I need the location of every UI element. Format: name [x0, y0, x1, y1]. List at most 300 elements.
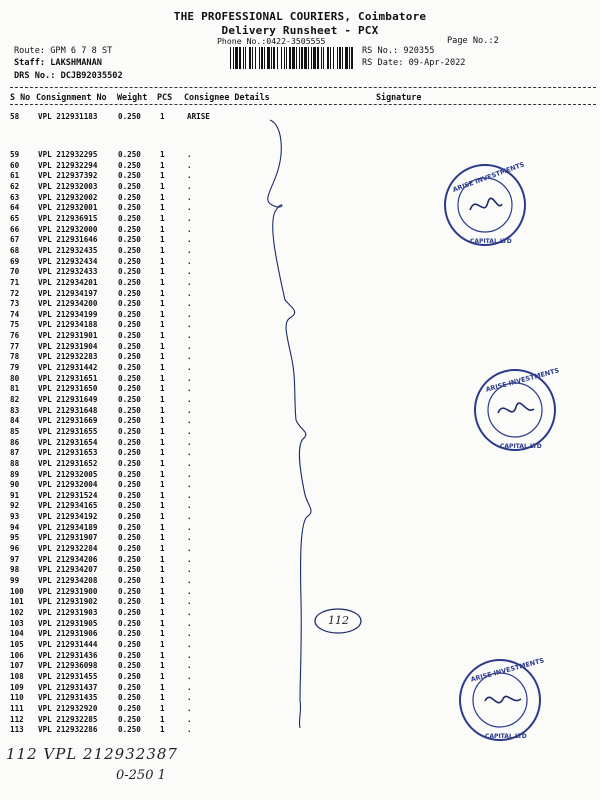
row-sno: 98 [10, 565, 20, 575]
row-weight: 0.250 [118, 192, 141, 202]
row-consignee: . [187, 256, 192, 266]
row-consignee: . [187, 725, 192, 735]
row-weight: 0.250 [118, 608, 141, 617]
row-consignment: VPL 212931906 [38, 629, 98, 639]
row-weight: 0.250 [118, 395, 141, 404]
row-consignee: . [187, 373, 192, 383]
row-consignment: VPL 212932000 [38, 224, 98, 234]
row-weight: 0.250 [118, 682, 141, 692]
row-weight: 0.250 [118, 352, 141, 362]
row-weight: 0.250 [118, 150, 141, 159]
row-pcs: 1 [160, 363, 165, 372]
row-sno: 102 [10, 608, 24, 617]
row-consignment: VPL 212934199 [38, 309, 98, 319]
row-consignee: . [187, 501, 192, 511]
row-weight: 0.250 [118, 703, 141, 713]
row-consignee: . [187, 437, 192, 447]
row-pcs: 1 [160, 192, 165, 202]
row-consignment: VPL 212934200 [38, 299, 98, 309]
row-consignee: . [187, 309, 192, 319]
row-consignee: . [187, 224, 192, 234]
row-sno: 66 [10, 224, 20, 234]
row-consignee: . [187, 426, 192, 436]
row-consignment: VPL 212932285 [38, 714, 98, 724]
row-sno: 89 [10, 469, 20, 479]
row-sno: 105 [10, 639, 24, 649]
row-sno: 80 [10, 373, 20, 383]
row-pcs: 1 [160, 426, 165, 436]
row-weight: 0.250 [118, 650, 141, 660]
row-sno: 109 [10, 682, 24, 692]
row-sno: 65 [10, 213, 20, 223]
row-consignee: . [187, 299, 192, 309]
row-sno: 79 [10, 363, 20, 372]
row-consignee: . [187, 586, 192, 596]
row-consignee: . [187, 384, 192, 394]
row-sno: 95 [10, 533, 20, 543]
rs-number: RS No.: 920355 [362, 46, 435, 56]
row-consignee: . [187, 458, 192, 468]
row-pcs: 1 [160, 703, 165, 713]
row-sno: 77 [10, 341, 20, 351]
row-sno: 76 [10, 331, 20, 341]
row-sno: 87 [10, 448, 20, 458]
row-consignee: . [187, 522, 192, 532]
row-sno: 91 [10, 490, 20, 500]
row-pcs: 1 [160, 586, 165, 596]
row-consignee: . [187, 267, 192, 277]
row-weight: 0.250 [118, 533, 141, 543]
row-weight: 0.250 [118, 597, 141, 607]
row-weight: 0.250 [118, 576, 141, 585]
row-weight: 0.250 [118, 267, 141, 277]
row-weight: 0.250 [118, 384, 141, 394]
row-pcs: 1 [160, 714, 165, 724]
row-consignment: VPL 212936915 [38, 213, 98, 223]
row-sno: 107 [10, 661, 24, 671]
company-stamp-1 [440, 160, 530, 250]
row-consignment: VPL 212932002 [38, 192, 98, 202]
row-consignee: . [187, 181, 192, 191]
row-pcs: 1 [160, 650, 165, 660]
row-weight: 0.250 [118, 426, 141, 436]
row-pcs: 1 [160, 554, 165, 564]
row-consignment: VPL 212931444 [38, 639, 98, 649]
footer-note-line2: 0-250 1 [116, 768, 166, 783]
row-weight: 0.250 [118, 586, 141, 596]
row-pcs: 1 [160, 501, 165, 511]
row-consignee: . [187, 150, 192, 159]
col-consignment: Consignment No [36, 92, 107, 102]
row-sno: 94 [10, 522, 20, 532]
row-sno: 68 [10, 245, 20, 255]
row-consignee: . [187, 235, 192, 245]
row-consignee: . [187, 448, 192, 458]
row-weight: 0.250 [118, 160, 141, 170]
row-pcs: 1 [160, 384, 165, 394]
row-pcs: 1 [160, 235, 165, 245]
row-consignee: . [187, 650, 192, 660]
row-sno: 100 [10, 586, 24, 596]
row-consignment: VPL 212934208 [38, 576, 98, 585]
col-consignee: Consignee Details [184, 92, 270, 102]
row-sno: 103 [10, 618, 24, 628]
row-sno: 75 [10, 320, 20, 330]
row-pcs: 1 [160, 277, 165, 287]
row-consignee: . [187, 512, 192, 522]
row-sno: 73 [10, 299, 20, 309]
row-consignee: . [187, 160, 192, 170]
row-sno: 113 [10, 725, 24, 735]
row-weight: 0.250 [118, 245, 141, 255]
row-pcs: 1 [160, 171, 165, 181]
row-consignee: . [187, 192, 192, 202]
row-consignee: . [187, 352, 192, 362]
phone-number: Phone No.:0422-3505555 [217, 36, 326, 46]
row-weight: 0.250 [118, 331, 141, 341]
row-pcs: 1 [160, 448, 165, 458]
footer-note-line1: 112 VPL 212932387 [6, 745, 178, 763]
row-sno: 108 [10, 671, 24, 681]
row-weight: 0.250 [118, 565, 141, 575]
row-consignment: VPL 212931654 [38, 437, 98, 447]
row-consignee: . [187, 629, 192, 639]
row-consignee: . [187, 320, 192, 330]
row-consignment: VPL 212934201 [38, 277, 98, 287]
row-sno: 112 [10, 714, 24, 724]
row-weight: 0.250 [118, 490, 141, 500]
row-consignment: VPL 212932435 [38, 245, 98, 255]
row-consignee: . [187, 693, 192, 703]
row-sno: 84 [10, 416, 20, 426]
row-pcs: 1 [160, 405, 165, 415]
row-pcs: 1 [160, 576, 165, 585]
row-weight: 0.250 [118, 299, 141, 309]
row-sno: 74 [10, 309, 20, 319]
row-weight: 0.250 [118, 544, 141, 553]
row-consignee: . [187, 703, 192, 713]
row-consignment: VPL 212932295 [38, 150, 98, 159]
row-consignee: . [187, 331, 192, 341]
row-sno: 78 [10, 352, 20, 362]
row-consignee: . [187, 671, 192, 681]
row-consignee: . [187, 245, 192, 255]
row-consignment: VPL 212931903 [38, 608, 98, 617]
row-consignment: VPL 212931904 [38, 341, 98, 351]
row-consignee: . [187, 490, 192, 500]
company-stamp-3 [455, 655, 545, 745]
row-consignee: . [187, 395, 192, 404]
row-weight: 0.250 [118, 629, 141, 639]
row-sno: 61 [10, 171, 20, 181]
row-pcs: 1 [160, 320, 165, 330]
row-consignee: . [187, 682, 192, 692]
row-consignment: VPL 212931524 [38, 490, 98, 500]
row-consignment: VPL 212931905 [38, 618, 98, 628]
route-label: Route: GPM 6 7 8 ST [14, 46, 113, 56]
row-weight: 0.250 [118, 661, 141, 671]
row-sno: 67 [10, 235, 20, 245]
row-sno: 81 [10, 384, 20, 394]
row-consignment: VPL 212931455 [38, 671, 98, 681]
row-pcs: 1 [160, 352, 165, 362]
row-pcs: 1 [160, 224, 165, 234]
row-consignee: . [187, 533, 192, 543]
row-consignee: . [187, 618, 192, 628]
row-consignment: VPL 212931655 [38, 426, 98, 436]
row-consignee: . [187, 213, 192, 223]
row-pcs: 1 [160, 693, 165, 703]
row-sno: 62 [10, 181, 20, 191]
row-pcs: 1 [160, 267, 165, 277]
row-consignment: VPL 212932004 [38, 480, 98, 490]
row-sno: 96 [10, 544, 20, 553]
row-pcs: 1 [160, 671, 165, 681]
row-weight: 0.250 [118, 341, 141, 351]
row-weight: 0.250 [118, 416, 141, 426]
row-pcs: 1 [160, 661, 165, 671]
row-consignment: VPL 212932005 [38, 469, 98, 479]
rs-date: RS Date: 09-Apr-2022 [362, 58, 466, 68]
row-consignee: . [187, 341, 192, 351]
company-stamp-2 [470, 365, 560, 455]
row-consignment: VPL 212934197 [38, 288, 98, 298]
row-weight: 0.250 [118, 363, 141, 372]
row-consignment: VPL 212932284 [38, 544, 98, 553]
row-consignee: . [187, 469, 192, 479]
row-consignment: VPL 212931442 [38, 363, 98, 372]
row-consignee: . [187, 363, 192, 372]
row-consignment: VPL 212931435 [38, 693, 98, 703]
row-consignee: . [187, 288, 192, 298]
row-pcs: 1 [160, 331, 165, 341]
row-sno: 64 [10, 203, 20, 213]
row-weight: 0.250 [118, 309, 141, 319]
row-consignee: . [187, 576, 192, 585]
row-consignee: . [187, 277, 192, 287]
row-weight: 0.250 [118, 618, 141, 628]
row-sno: 70 [10, 267, 20, 277]
row-weight: 0.250 [118, 671, 141, 681]
row-sno: 69 [10, 256, 20, 266]
row-weight: 0.250 [118, 501, 141, 511]
row-sno: 83 [10, 405, 20, 415]
row-consignment: VPL 212934188 [38, 320, 98, 330]
row-weight: 0.250 [118, 181, 141, 191]
row-weight: 0.250 [118, 405, 141, 415]
staff-label: Staff: LAKSHMANAN [14, 58, 102, 68]
runsheet-subtitle: Delivery Runsheet - PCX [221, 24, 379, 37]
row-pcs: 1 [160, 618, 165, 628]
row-weight: 0.250 [118, 213, 141, 223]
row-consignee: . [187, 203, 192, 213]
row-consignment: VPL 212934192 [38, 512, 98, 522]
row-pcs: 1 [160, 597, 165, 607]
row-pcs: 1 [160, 490, 165, 500]
row-sno: 71 [10, 277, 20, 287]
row-sno: 110 [10, 693, 24, 703]
row-pcs: 1 [160, 341, 165, 351]
row-consignment: VPL 212937392 [38, 171, 98, 181]
row-weight: 0.250 [118, 224, 141, 234]
row-consignment: VPL 212932434 [38, 256, 98, 266]
row-weight: 0.250 [118, 288, 141, 298]
col-sno: S No [10, 92, 31, 102]
row-sno: 97 [10, 554, 20, 564]
row-pcs: 1 [160, 639, 165, 649]
row-pcs: 1 [160, 725, 165, 735]
row-consignee: ARISE [187, 112, 210, 121]
row-pcs: 1 [160, 512, 165, 522]
row-sno: 90 [10, 480, 20, 490]
row-consignment: VPL 212931669 [38, 416, 98, 426]
row-weight: 0.250 [118, 203, 141, 213]
row-consignment: VPL 212931652 [38, 458, 98, 468]
row-pcs: 1 [160, 522, 165, 532]
row-consignment: VPL 212932920 [38, 703, 98, 713]
col-pcs: PCS [157, 92, 173, 102]
row-consignment: VPL 212931436 [38, 650, 98, 660]
row-pcs: 1 [160, 437, 165, 447]
row-weight: 0.250 [118, 277, 141, 287]
row-consignment: VPL 212931902 [38, 597, 98, 607]
row-pcs: 1 [160, 181, 165, 191]
drs-number: DRS No.: DCJB92035502 [14, 71, 123, 81]
row-pcs: 1 [160, 608, 165, 617]
row-pcs: 1 [160, 682, 165, 692]
row-consignment: VPL 212931183 [38, 112, 98, 121]
row-sno: 58 [10, 112, 20, 121]
row-sno: 72 [10, 288, 20, 298]
row-consignee: . [187, 554, 192, 564]
row-pcs: 1 [160, 299, 165, 309]
count-note: 112 [328, 614, 349, 627]
row-consignment: VPL 212931907 [38, 533, 98, 543]
row-sno: 59 [10, 150, 20, 159]
row-pcs: 1 [160, 480, 165, 490]
row-sno: 104 [10, 629, 24, 639]
row-weight: 0.250 [118, 256, 141, 266]
row-sno: 106 [10, 650, 24, 660]
row-weight: 0.250 [118, 554, 141, 564]
page-number: Page No.:2 [447, 36, 499, 46]
row-sno: 82 [10, 395, 20, 404]
row-sno: 60 [10, 160, 20, 170]
svg-text:CAPITAL LTD: CAPITAL LTD [485, 733, 527, 740]
row-pcs: 1 [160, 213, 165, 223]
company-title: THE PROFESSIONAL COURIERS, Coimbatore [173, 10, 427, 23]
col-signature: Signature [376, 92, 422, 102]
row-weight: 0.250 [118, 448, 141, 458]
row-consignee: . [187, 416, 192, 426]
row-consignee: . [187, 714, 192, 724]
row-consignment: VPL 212932283 [38, 352, 98, 362]
row-consignment: VPL 212934206 [38, 554, 98, 564]
row-consignee: . [187, 597, 192, 607]
row-sno: 63 [10, 192, 20, 202]
row-pcs: 1 [160, 416, 165, 426]
row-sno: 88 [10, 458, 20, 468]
row-consignee: . [187, 405, 192, 415]
row-weight: 0.250 [118, 512, 141, 522]
row-consignee: . [187, 544, 192, 553]
row-weight: 0.250 [118, 480, 141, 490]
row-pcs: 1 [160, 203, 165, 213]
row-weight: 0.250 [118, 373, 141, 383]
row-consignment: VPL 212932294 [38, 160, 98, 170]
row-consignment: VPL 212932433 [38, 267, 98, 277]
row-pcs: 1 [160, 469, 165, 479]
svg-text:ARISE INVESTMENTS: ARISE INVESTMENTS [484, 366, 560, 394]
row-pcs: 1 [160, 288, 165, 298]
row-consignment: VPL 212932286 [38, 725, 98, 735]
row-weight: 0.250 [118, 171, 141, 181]
row-sno: 86 [10, 437, 20, 447]
row-pcs: 1 [160, 309, 165, 319]
row-consignment: VPL 212931649 [38, 395, 98, 404]
row-sno: 85 [10, 426, 20, 436]
row-consignment: VPL 212936098 [38, 661, 98, 671]
row-weight: 0.250 [118, 469, 141, 479]
row-pcs: 1 [160, 629, 165, 639]
row-sno: 111 [10, 703, 24, 713]
row-sno: 92 [10, 501, 20, 511]
row-pcs: 1 [160, 458, 165, 468]
row-weight: 0.250 [118, 112, 141, 121]
row-weight: 0.250 [118, 458, 141, 468]
row-consignment: VPL 212932003 [38, 181, 98, 191]
row-sno: 93 [10, 512, 20, 522]
row-weight: 0.250 [118, 522, 141, 532]
row-weight: 0.250 [118, 714, 141, 724]
row-pcs: 1 [160, 373, 165, 383]
row-pcs: 1 [160, 160, 165, 170]
row-pcs: 1 [160, 150, 165, 159]
row-consignment: VPL 212931437 [38, 682, 98, 692]
row-consignee: . [187, 171, 192, 181]
row-consignee: . [187, 480, 192, 490]
svg-text:ARISE INVESTMENTS: ARISE INVESTMENTS [469, 656, 545, 684]
col-weight: Weight [117, 92, 148, 102]
row-pcs: 1 [160, 565, 165, 575]
row-consignment: VPL 212931646 [38, 235, 98, 245]
row-consignee: . [187, 661, 192, 671]
svg-text:CAPITAL LTD: CAPITAL LTD [500, 443, 542, 450]
row-consignment: VPL 212931648 [38, 405, 98, 415]
row-sno: 101 [10, 597, 24, 607]
row-pcs: 1 [160, 245, 165, 255]
svg-text:ARISE INVESTMENTS: ARISE INVESTMENTS [451, 160, 526, 194]
row-consignment: VPL 212934189 [38, 522, 98, 532]
row-consignment: VPL 212931900 [38, 586, 98, 596]
row-consignment: VPL 212931901 [38, 331, 98, 341]
row-consignee: . [187, 565, 192, 575]
svg-text:CAPITAL LTD: CAPITAL LTD [470, 238, 512, 245]
row-weight: 0.250 [118, 235, 141, 245]
row-weight: 0.250 [118, 320, 141, 330]
row-weight: 0.250 [118, 725, 141, 735]
row-pcs: 1 [160, 112, 165, 121]
row-pcs: 1 [160, 544, 165, 553]
row-sno: 99 [10, 576, 20, 585]
row-pcs: 1 [160, 395, 165, 404]
row-weight: 0.250 [118, 437, 141, 447]
row-weight: 0.250 [118, 639, 141, 649]
row-consignment: VPL 212931650 [38, 384, 98, 394]
row-consignment: VPL 212932001 [38, 203, 98, 213]
row-consignment: VPL 212934165 [38, 501, 98, 511]
row-consignee: . [187, 608, 192, 617]
